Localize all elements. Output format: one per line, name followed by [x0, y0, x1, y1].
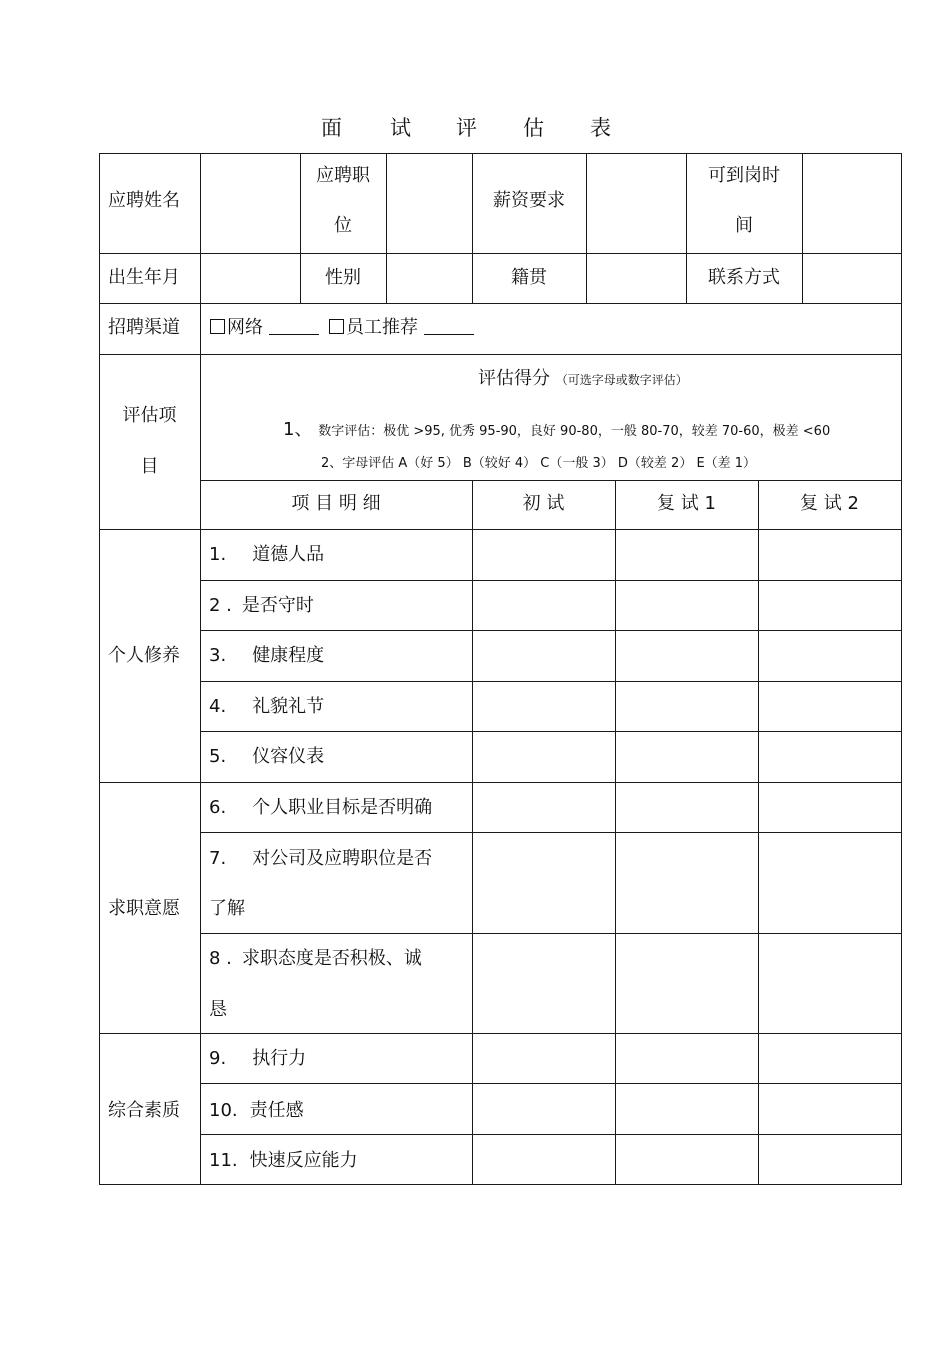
table-border [99, 153, 902, 154]
row-line [200, 832, 902, 833]
col-header-third: 复 试 2 [800, 493, 859, 514]
row-line [200, 1083, 902, 1084]
item-text-cont: 恳 [209, 999, 227, 1020]
item-row [209, 647, 324, 665]
score-title [478, 370, 688, 388]
channel-option-referral: 员工推荐 [346, 317, 418, 338]
title-char: 试 [390, 116, 411, 140]
table-border [99, 1184, 902, 1185]
title-char: 评 [456, 116, 477, 140]
numeric-scale [283, 421, 830, 439]
numeric-desc: 数字评估：极优 >95, 优秀 95-90，良好 90-80，一般 80-70，较差 70-60，极差 <60 [318, 424, 831, 439]
position-label-line1: 应聘职 [316, 165, 370, 186]
item-text: 求职态度是否积极、诚 [241, 948, 422, 969]
item-num: 9. [209, 1048, 227, 1069]
row-line [99, 529, 902, 530]
col-line [200, 153, 201, 1185]
item-text-cont: 了解 [209, 898, 245, 919]
group-label: 综合素质 [108, 1100, 180, 1121]
contact-label: 联系方式 [708, 267, 780, 288]
row-line [200, 1134, 902, 1135]
table-border [901, 153, 902, 1185]
col-header-detail: 项 目 明 细 [291, 493, 381, 514]
item-num: 5. [209, 746, 227, 767]
item-text: 礼貌礼节 [252, 696, 325, 717]
item-text: 对公司及应聘职位是否 [252, 848, 433, 869]
origin-label: 籍贯 [511, 267, 547, 288]
eval-item-label-line1: 评估项 [122, 405, 177, 426]
item-row [209, 546, 324, 564]
item-text: 快速反应能力 [249, 1150, 358, 1171]
channel-option-network: 网络 [227, 317, 263, 338]
blank-line [424, 320, 474, 335]
channel-label: 招聘渠道 [108, 317, 180, 338]
item-text: 是否守时 [241, 595, 314, 616]
row-line [200, 681, 902, 682]
birth-label: 出生年月 [108, 267, 180, 288]
checkbox-referral[interactable] [329, 319, 344, 334]
item-text: 仪容仪表 [252, 746, 325, 767]
channel-options [210, 319, 484, 337]
col-line [386, 153, 387, 304]
row-line [99, 782, 902, 783]
row-line [99, 253, 902, 254]
item-num: 1. [209, 544, 227, 565]
item-num: 3. [209, 645, 227, 666]
item-num: 8 . [209, 948, 232, 969]
col-line [615, 480, 616, 1185]
numeric-prefix: 1、 [283, 419, 313, 440]
position-label-line2: 位 [334, 215, 352, 236]
item-num: 2 . [209, 595, 232, 616]
item-row [209, 698, 324, 716]
item-text: 健康程度 [252, 645, 325, 666]
start-date-label-line1: 可到岗时 [708, 165, 780, 186]
checkbox-network[interactable] [210, 319, 225, 334]
title-char: 估 [523, 116, 544, 140]
row-line [200, 630, 902, 631]
col-header-second: 复 试 1 [657, 493, 716, 514]
item-row [209, 1102, 304, 1120]
row-line [200, 731, 902, 732]
eval-item-label-line2: 目 [140, 456, 159, 477]
score-title-text: 评估得分 [478, 368, 550, 389]
start-date-label-line2: 间 [735, 215, 753, 236]
row-line [200, 580, 902, 581]
col-line [472, 480, 473, 1185]
item-row [209, 850, 432, 868]
item-num: 10. [209, 1100, 238, 1121]
col-header-first: 初 试 [522, 493, 565, 514]
item-row [209, 1050, 306, 1068]
letter-scale: 2、字母评估 A（好 5） B（较好 4） C（一般 3） D（较差 2） E（差 1） [321, 456, 757, 471]
item-text: 道德人品 [252, 544, 325, 565]
title-char: 表 [590, 116, 611, 140]
row-line [200, 480, 902, 481]
salary-label: 薪资要求 [493, 190, 565, 211]
item-text: 执行力 [252, 1048, 307, 1069]
row-line [99, 1033, 902, 1034]
score-note: （可选字母或数字评估） [555, 373, 688, 387]
item-row [209, 597, 314, 615]
item-row [209, 748, 324, 766]
group-label: 个人修养 [108, 645, 180, 666]
row-line [200, 933, 902, 934]
item-num: 7. [209, 848, 227, 869]
item-row [209, 1152, 358, 1170]
applicant-name-label: 应聘姓名 [108, 190, 180, 211]
gender-label: 性别 [325, 267, 361, 288]
title-char: 面 [321, 116, 342, 140]
col-line [758, 480, 759, 1185]
item-num: 6. [209, 797, 227, 818]
col-line [586, 153, 587, 304]
row-line [99, 354, 902, 355]
item-text: 责任感 [249, 1100, 304, 1121]
row-line [99, 303, 902, 304]
item-row [209, 950, 422, 968]
col-line [802, 153, 803, 304]
item-num: 4. [209, 696, 227, 717]
item-text: 个人职业目标是否明确 [252, 797, 433, 818]
group-label: 求职意愿 [108, 898, 180, 919]
item-row [209, 799, 432, 817]
table-border [99, 153, 100, 1185]
item-num: 11. [209, 1150, 238, 1171]
blank-line [269, 320, 319, 335]
